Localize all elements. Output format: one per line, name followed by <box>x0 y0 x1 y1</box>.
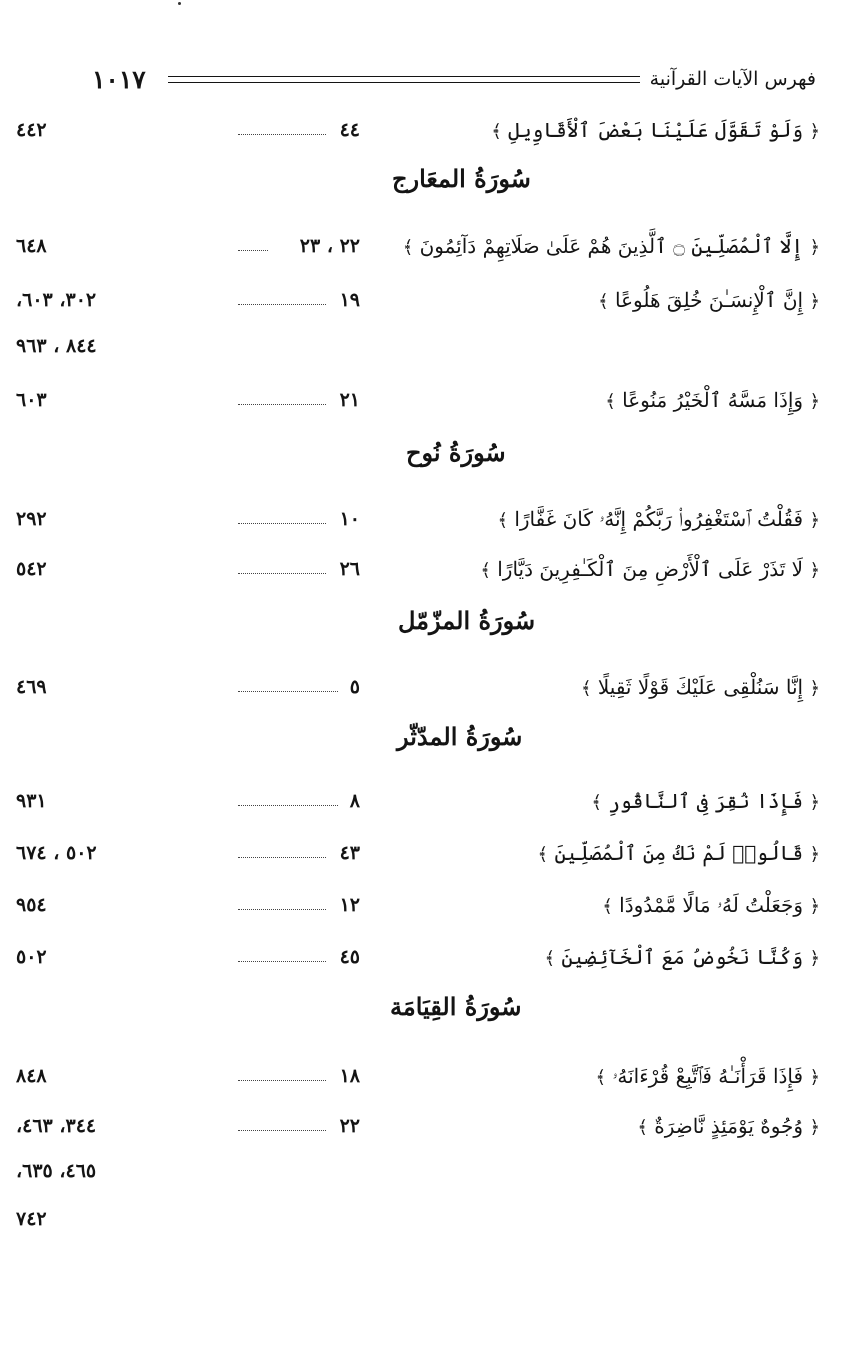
page-refs-continued: ٨٤٤ ، ٩٦٣ <box>16 335 97 357</box>
page-number: ١٠١٧ <box>92 64 146 94</box>
verse-text <box>440 934 820 980</box>
leader-dots <box>238 134 326 135</box>
page-refs-continued: ٧٤٢ <box>16 1208 47 1230</box>
page-refs: ٩٣١ <box>16 790 47 812</box>
ayah-column <box>238 830 360 876</box>
verse-text <box>440 277 820 323</box>
verse-text <box>440 496 820 542</box>
verse-text <box>402 223 820 269</box>
open-bracket: ﴿ <box>809 792 820 813</box>
page-refs: ٥٤٢ <box>16 558 47 580</box>
ayah-number: ٢٢ ، ٢٣ <box>299 235 360 257</box>
verse-text <box>440 664 820 710</box>
page-refs: ٢٩٢ <box>16 508 47 530</box>
verse-text <box>440 546 820 592</box>
verse-entry <box>0 277 868 323</box>
leader-dots <box>238 691 338 692</box>
open-bracket: ﴿ <box>809 510 820 531</box>
leader-dots <box>238 1080 326 1081</box>
open-bracket: ﴿ <box>809 391 820 412</box>
page-header <box>92 62 816 96</box>
page-refs: ٥٠٢ <box>16 946 47 968</box>
close-bracket: ﴾ <box>598 291 609 312</box>
ayah-number: ٢٦ <box>339 558 360 580</box>
page-refs: ٩٥٤ <box>16 894 47 916</box>
verse-text <box>440 778 820 824</box>
leader-dots <box>238 523 326 524</box>
ayah-column <box>238 377 360 423</box>
open-bracket: ﴿ <box>809 844 820 865</box>
open-bracket: ﴿ <box>809 1067 820 1088</box>
verse-words: فَإِذَا نُقِرَ فِى ٱلنَّاقُورِ <box>608 789 804 813</box>
verse-entry <box>0 496 868 542</box>
verse-text <box>440 882 820 928</box>
close-bracket: ﴾ <box>591 792 602 813</box>
verse-text <box>440 377 820 423</box>
open-bracket: ﴿ <box>809 291 820 312</box>
close-bracket: ﴾ <box>537 844 549 865</box>
open-bracket: ﴿ <box>809 948 820 969</box>
verse-text <box>440 1053 820 1099</box>
running-title: فهرس الآيات القرآنية <box>649 68 816 90</box>
surah-title: سُورَةُ المعَارج <box>392 164 531 193</box>
ayah-column <box>238 546 360 592</box>
ayah-number: ١٨ <box>339 1065 360 1087</box>
ayah-column <box>238 664 360 710</box>
verse-entry <box>0 1053 868 1099</box>
page-refs: ٦٠٣ <box>16 389 47 411</box>
surah-title: سُورَةُ القِيَامَة <box>390 992 522 1021</box>
close-bracket: ﴾ <box>544 948 555 969</box>
open-bracket: ﴿ <box>809 896 820 917</box>
page-refs: ٣٠٢، ٦٠٣، <box>16 289 97 311</box>
ayah-number: ٤٤ <box>339 119 360 141</box>
leader-dots <box>238 961 326 962</box>
close-bracket: ﴾ <box>480 560 491 581</box>
verse-entry <box>0 778 868 824</box>
leader-dots <box>238 805 338 806</box>
verse-words: وَإِذَا مَسَّهُ ٱلْخَيْرُ مَنُوعًا <box>622 388 804 412</box>
ayah-column <box>238 1103 360 1149</box>
close-bracket: ﴾ <box>580 678 592 699</box>
ayah-number: ٥ <box>349 676 360 698</box>
ayah-column <box>238 277 360 323</box>
verse-text <box>440 830 820 876</box>
verse-words: وَلَوْ تَقَوَّلَ عَلَيْنَا بَعْضَ ٱلْأَقَاوِيلِ <box>508 118 804 142</box>
verse-words: إِنَّ ٱلْإِنسَـٰنَ خُلِقَ هَلُوعًا <box>614 288 804 312</box>
open-bracket: ﴿ <box>809 121 820 142</box>
verse-text <box>440 107 820 153</box>
verse-words: فَإِذَا قَرَأْنَـٰهُ فَٱتَّبِعْ قُرْءَانَهُۥ <box>612 1064 804 1088</box>
ayah-number: ٢٢ <box>339 1115 360 1137</box>
verse-words: إِلَّا ٱلْمُصَلِّينَ ۝ ٱلَّذِينَ هُمْ عَلَىٰ صَلَاتِهِمْ دَآئِمُونَ <box>419 234 804 258</box>
verse-entry <box>0 223 868 269</box>
page-refs: ٣٤٤، ٤٦٣، <box>16 1115 97 1137</box>
ayah-column <box>238 107 360 153</box>
open-bracket: ﴿ <box>809 560 820 581</box>
ayah-column <box>238 778 360 824</box>
page-refs-continued: ٤٦٥، ٦٣٥، <box>16 1160 97 1182</box>
ayah-column <box>238 223 360 269</box>
leader-dots <box>238 250 268 251</box>
ayah-number: ٤٣ <box>339 842 360 864</box>
page-refs: ٦٤٨ <box>16 235 47 257</box>
verse-entry <box>0 882 868 928</box>
ayah-number: ١٢ <box>339 894 360 916</box>
verse-words: وُجُوهٌ يَوْمَئِذٍ نَّاضِرَةٌ <box>654 1114 804 1138</box>
surah-title: سُورَةُ المدّثّر <box>397 722 523 751</box>
verse-entry <box>0 1103 868 1149</box>
leader-dots <box>238 304 326 305</box>
close-bracket: ﴾ <box>491 121 502 142</box>
verse-words: قَالُوا۟ لَمْ نَكُ مِنَ ٱلْمُصَلِّينَ <box>554 841 804 865</box>
close-bracket: ﴾ <box>602 896 613 917</box>
leader-dots <box>238 1130 326 1131</box>
leader-dots <box>238 573 326 574</box>
ayah-column <box>238 934 360 980</box>
verse-words: فَقُلْتُ ٱسْتَغْفِرُوا۟ رَبَّكُمْ إِنَّهُۥ كَانَ غَفَّارًا <box>514 507 804 531</box>
page-refs: ٥٠٢ ، ٦٧٤ <box>16 842 97 864</box>
close-bracket: ﴾ <box>637 1117 648 1138</box>
ayah-number: ١٩ <box>339 289 360 311</box>
close-bracket: ﴾ <box>497 510 508 531</box>
ayah-number: ٤٥ <box>339 946 360 968</box>
verse-entry <box>0 664 868 710</box>
verse-words: وَجَعَلْتُ لَهُۥ مَالًا مَّمْدُودًا <box>619 893 804 917</box>
ayah-number: ٨ <box>349 790 360 812</box>
close-bracket: ﴾ <box>595 1067 606 1088</box>
leader-dots <box>238 909 326 910</box>
verse-words: لَا تَذَرْ عَلَى ٱلْأَرْضِ مِنَ ٱلْكَـٰفِرِينَ دَيَّارًا <box>497 557 804 581</box>
ayah-number: ١٠ <box>339 508 360 530</box>
open-bracket: ﴿ <box>809 237 820 258</box>
verse-entry <box>0 107 868 153</box>
leader-dots <box>238 404 326 405</box>
close-bracket: ﴾ <box>402 237 414 258</box>
page-refs: ٤٤٢ <box>16 119 47 141</box>
open-bracket: ﴿ <box>809 1117 820 1138</box>
leader-dots <box>238 857 326 858</box>
ayah-column <box>238 1053 360 1099</box>
verse-entry <box>0 377 868 423</box>
ayah-column <box>238 882 360 928</box>
verse-entry <box>0 830 868 876</box>
verse-text <box>440 1103 820 1149</box>
verse-words: وَكُنَّا نَخُوضُ مَعَ ٱلْخَآئِضِينَ <box>561 945 804 969</box>
verse-entry <box>0 546 868 592</box>
ayah-column <box>238 496 360 542</box>
close-bracket: ﴾ <box>605 391 616 412</box>
surah-title: سُورَةُ المزّمّل <box>398 606 536 635</box>
verse-entry <box>0 934 868 980</box>
open-bracket: ﴿ <box>809 678 820 699</box>
ayah-number: ٢١ <box>339 389 360 411</box>
print-speck <box>178 2 181 5</box>
page-refs: ٨٤٨ <box>16 1065 47 1087</box>
page-refs: ٤٦٩ <box>16 676 47 698</box>
header-rule <box>168 76 640 83</box>
verse-words: إِنَّا سَنُلْقِى عَلَيْكَ قَوْلًا ثَقِيلًا <box>597 675 804 699</box>
surah-title: سُورَةُ نُوح <box>406 438 506 467</box>
